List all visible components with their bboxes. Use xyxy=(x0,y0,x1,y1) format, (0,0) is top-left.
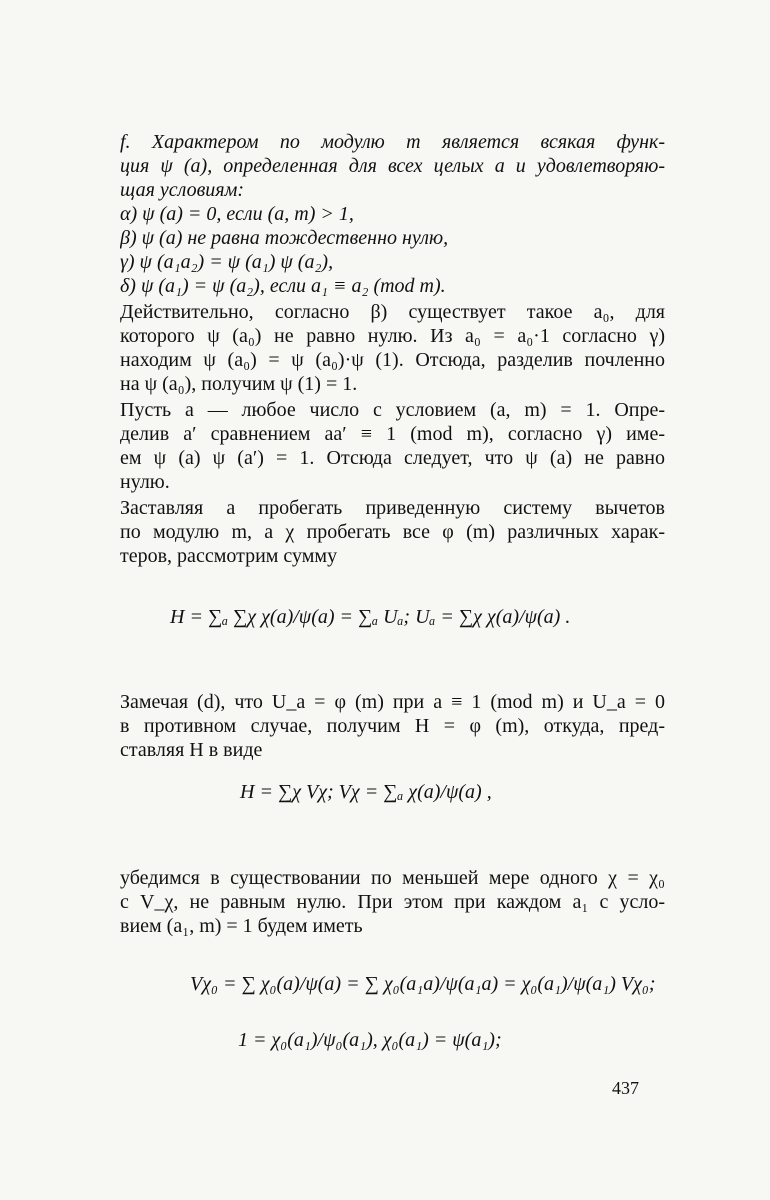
text-line: Заставляя a пробегать приведенную систему вычетов xyxy=(120,497,665,519)
text-line: с V_χ, не равным нулю. При этом при каждом a₁ с усло- xyxy=(120,891,665,913)
text-line: α) ψ (a) = 0, если (a, m) > 1, xyxy=(120,203,354,225)
text-line: γ) ψ (a₁a₂) = ψ (a₁) ψ (a₂), xyxy=(120,251,334,273)
text-line: Пусть a — любое число с условием (a, m) = 1. Опре- xyxy=(120,399,665,421)
text-line: по модулю m, а χ пробегать все φ (m) различных харак- xyxy=(120,521,665,543)
text-line: вием (a₁, m) = 1 будем иметь xyxy=(120,915,363,937)
formula-chi0-psi: 1 = χ₀(a₁)/ψ₀(a₁), χ₀(a₁) = ψ(a₁); xyxy=(238,1029,502,1051)
text-line: делив a′ сравнением aa′ ≡ 1 (mod m), согласно γ) име- xyxy=(120,423,665,445)
text-line: на ψ (a₀), получим ψ (1) = 1. xyxy=(120,373,358,395)
page-number: 437 xyxy=(612,1078,639,1098)
formula-sum-v: H = ∑χ Vχ; Vχ = ∑ₐ χ(a)/ψ(a) , xyxy=(240,781,492,803)
text-line: f. Характером по модулю m является всякая функ- xyxy=(120,131,665,153)
text-line: которого ψ (a₀) не равно нулю. Из a₀ = a₀·1 согласно γ) xyxy=(120,325,665,347)
text-line: ция ψ (a), определенная для всех целых a и удовлетворяю- xyxy=(120,155,665,177)
text-line: щая условиям: xyxy=(120,179,245,201)
text-line: теров, рассмотрим сумму xyxy=(120,545,338,567)
formula-sum-h: H = ∑ₐ ∑χ χ(a)/ψ(a) = ∑ₐ Uₐ; Uₐ = ∑χ χ(a)/ψ(a) . xyxy=(170,606,571,628)
text-line: ставляя H в виде xyxy=(120,739,263,761)
formula-v-chi0: Vχ₀ = ∑ χ₀(a)/ψ(a) = ∑ χ₀(a₁a)/ψ(a₁a) = χ₀(a₁)/ψ(a₁) Vχ₀; xyxy=(190,973,656,995)
text-line: δ) ψ (a₁) = ψ (a₂), если a₁ ≡ a₂ (mod m). xyxy=(120,275,446,297)
text-line: убедимся в существовании по меньшей мере одного χ = χ₀ xyxy=(120,867,665,889)
text-line: Замечая (d), что U_a = φ (m) при a ≡ 1 (mod m) и U_a = 0 xyxy=(120,691,665,713)
text-line: в противном случае, получим H = φ (m), откуда, пред- xyxy=(120,715,665,737)
text-line: ем ψ (a) ψ (a′) = 1. Отсюда следует, что ψ (a) не равно xyxy=(120,447,665,469)
text-line: находим ψ (a₀) = ψ (a₀)·ψ (1). Отсюда, разделив почленно xyxy=(120,349,665,371)
text-line: β) ψ (a) не равна тождественно нулю, xyxy=(120,227,449,249)
text-line: Действительно, согласно β) существует такое a₀, для xyxy=(120,301,665,323)
text-line: нулю. xyxy=(120,471,170,493)
